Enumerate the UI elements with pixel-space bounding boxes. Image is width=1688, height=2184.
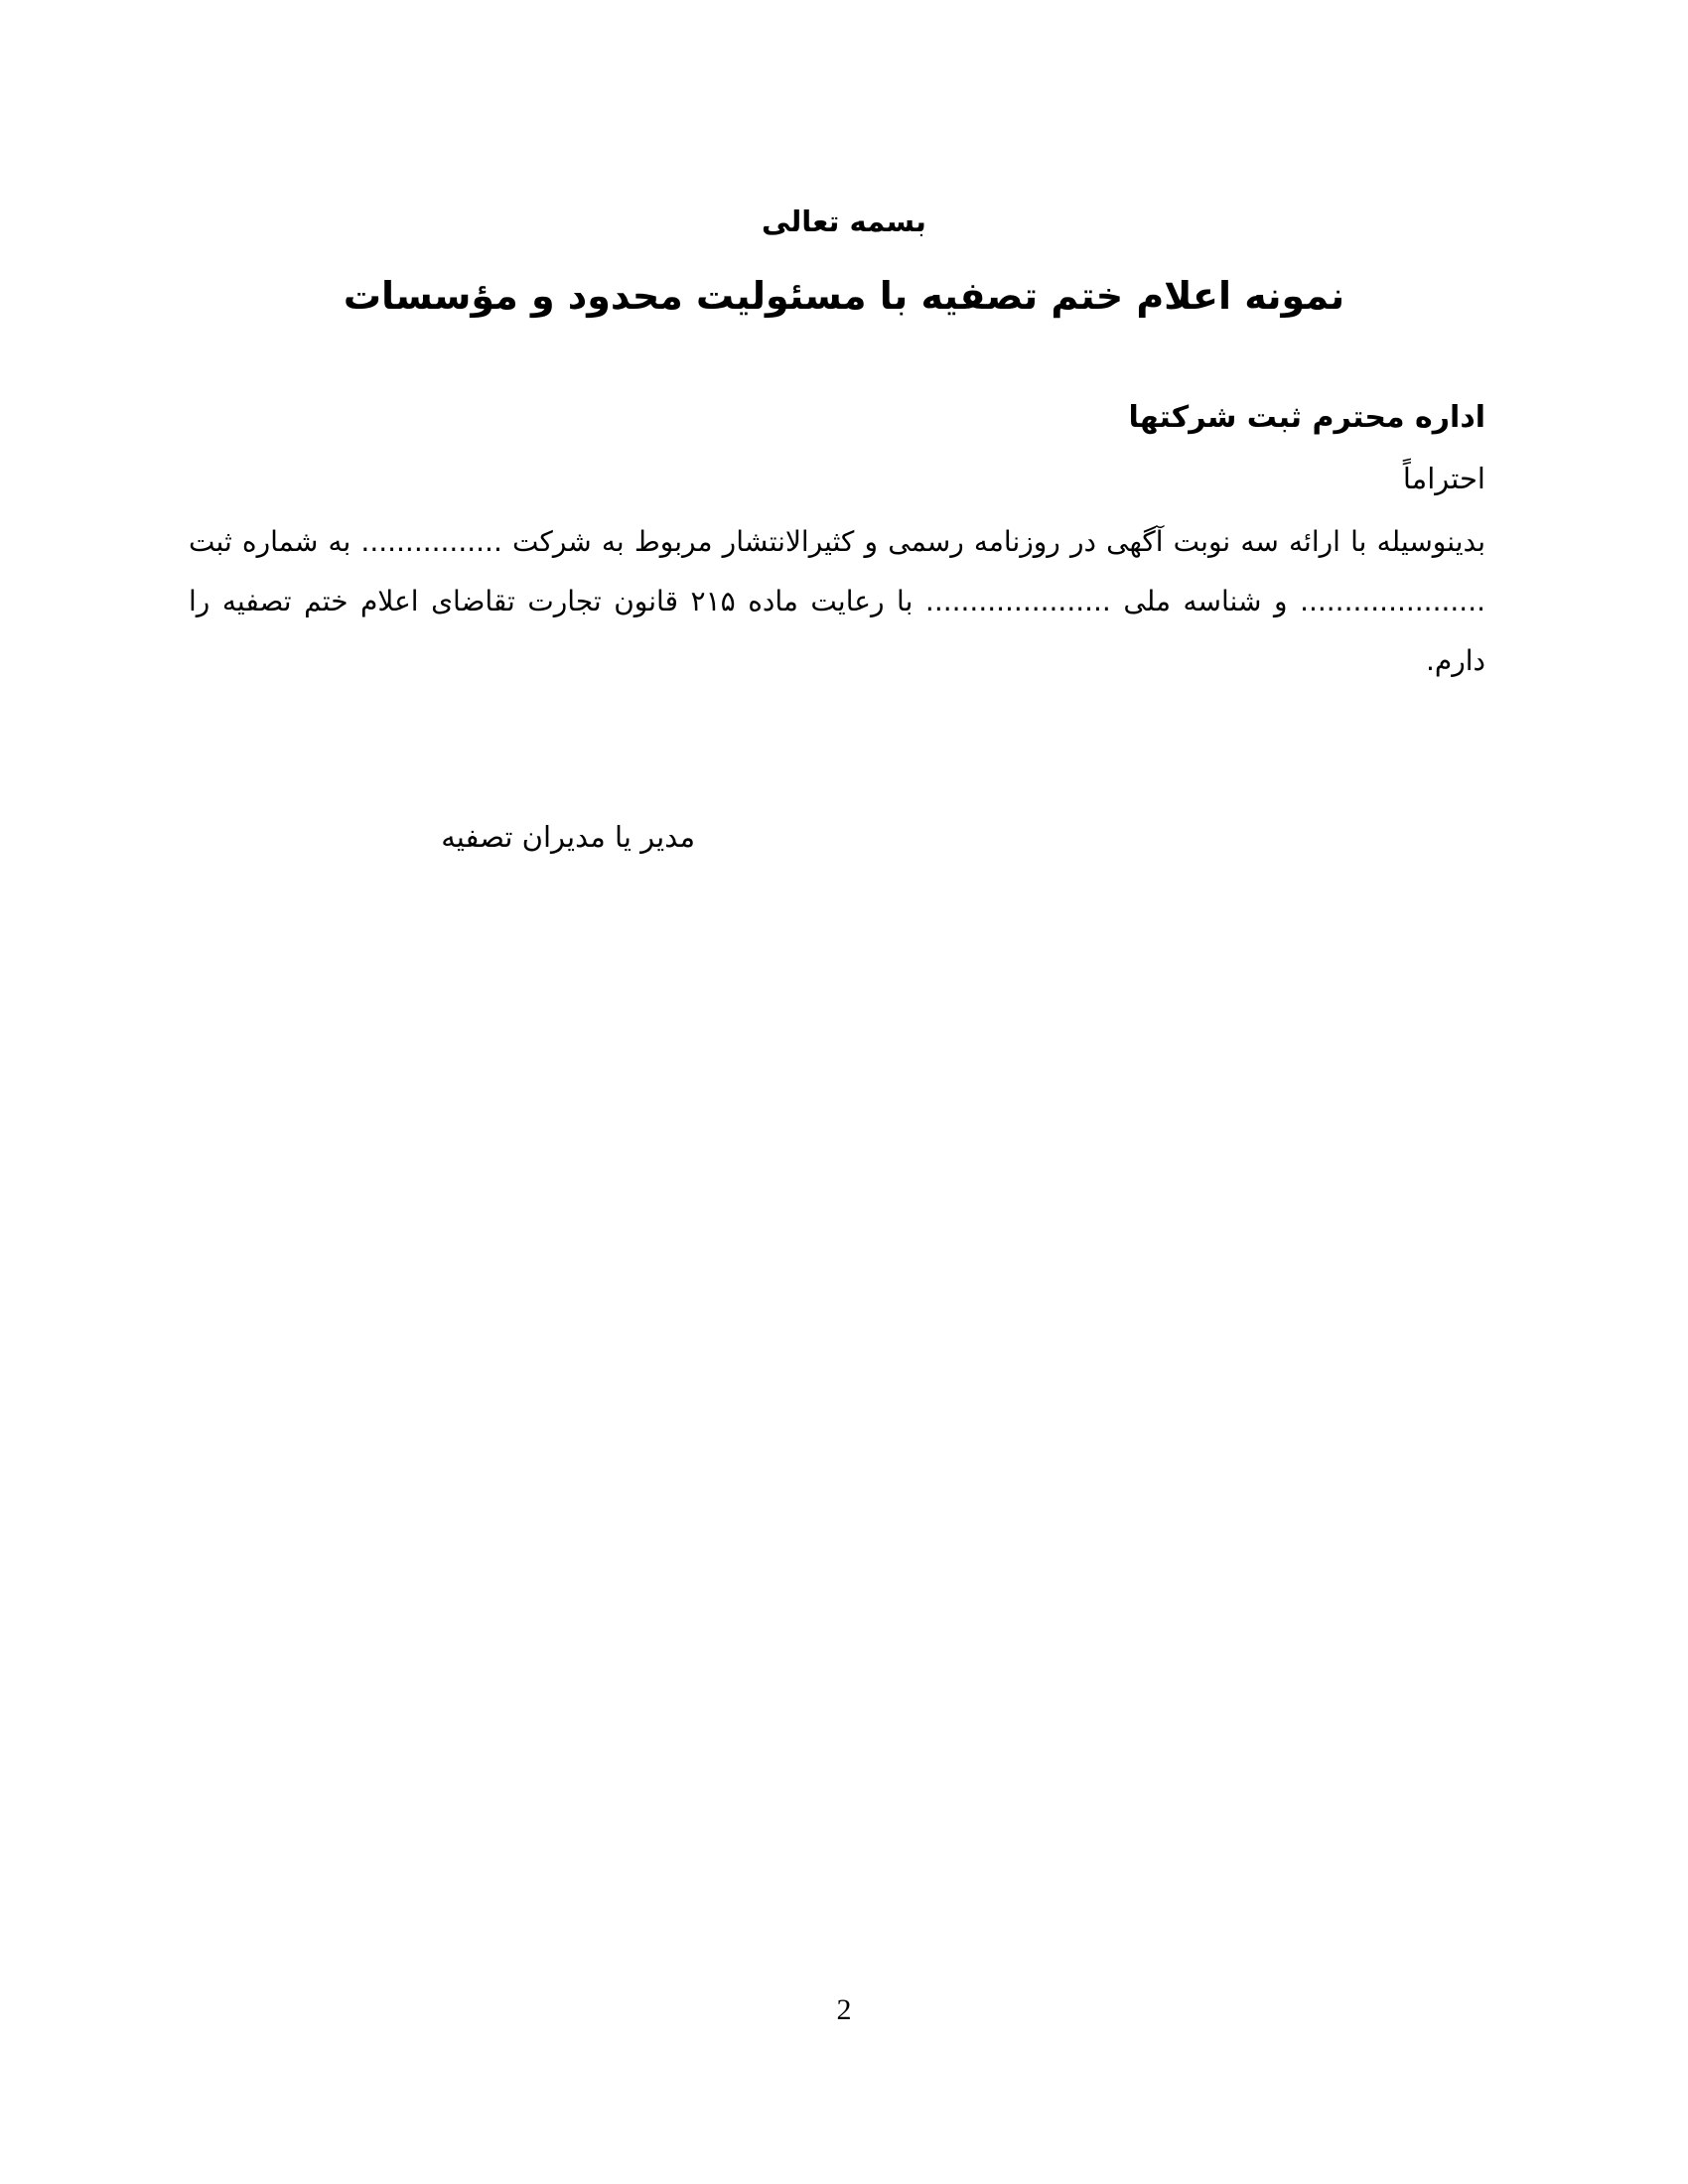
addressee: اداره محترم ثبت شرکتها [1128,400,1485,435]
document-heading: بسمه تعالی [762,205,926,238]
body-paragraph: بدینوسیله با ارائه سه نوبت آگهی در روزنامه رسمی و کثیرالانتشار مربوط به شرکت ................ به شماره ثبت ..................... و شناسه ملی ..................... با رعایت ماده ۲۱۵ قانون تجارت تقاضای اعلام ختم تصفیه را دارم. [189,525,1485,677]
signature-line: مدیر یا مدیران تصفیه [441,820,695,854]
document-title: نمونه اعلام ختم تصفیه با مسئولیت محدود و مؤسسات [343,274,1345,318]
page-number: 2 [836,1993,852,2026]
greeting: احتراماً [1402,462,1485,495]
